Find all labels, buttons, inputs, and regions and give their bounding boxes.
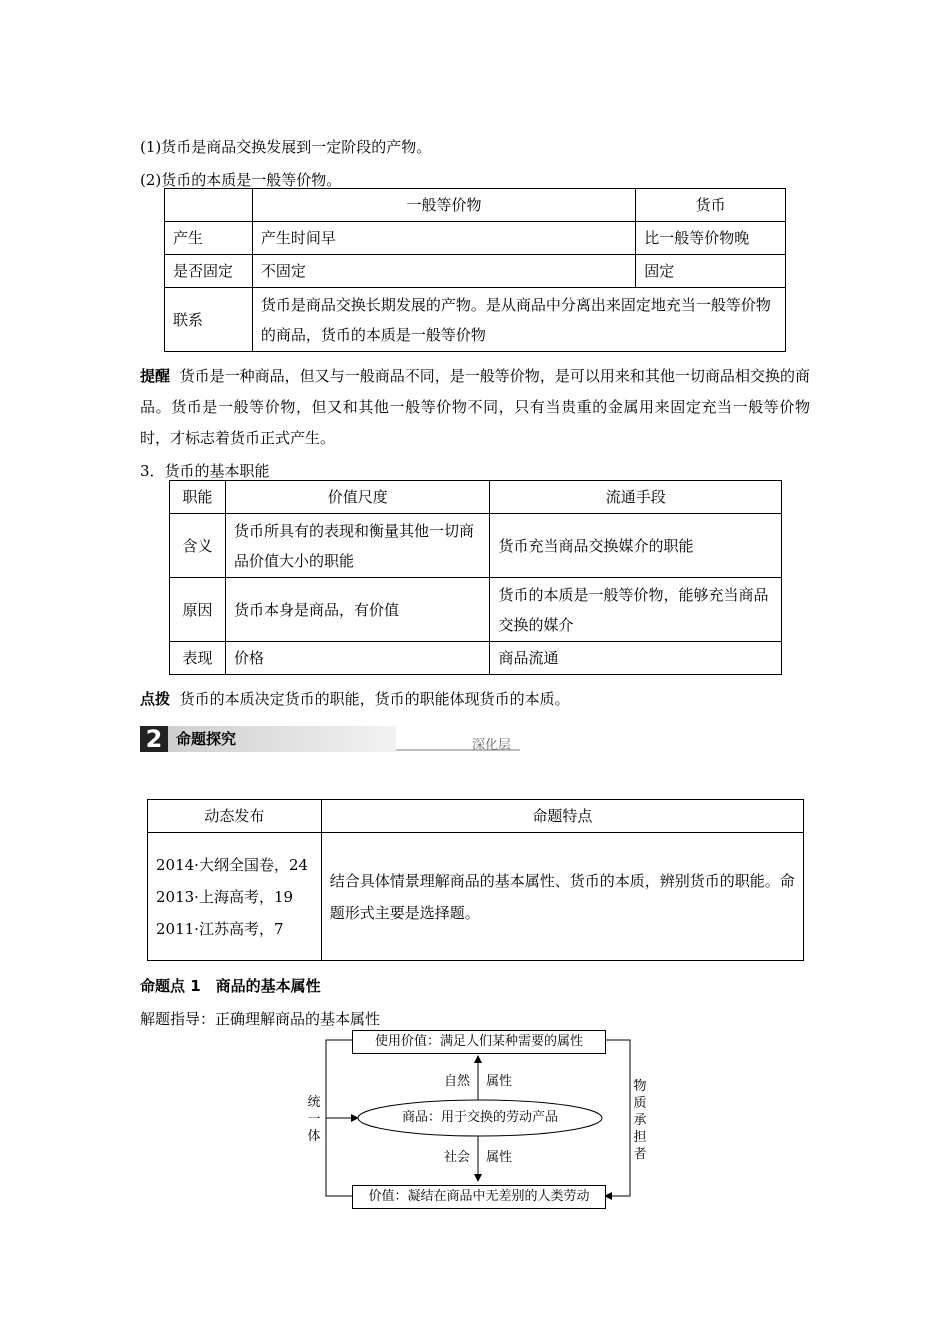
point-1-title: 命题点 1 商品的基本属性 — [140, 977, 321, 995]
table-cell: 含义 — [170, 514, 226, 578]
table-cell: 货币本身是商品，有价值 — [225, 578, 490, 642]
intro-line-2: (2)货币的本质是一般等价物。 — [140, 171, 342, 189]
use-value-box: 使用价值：满足人们某种需要的属性 — [352, 1030, 606, 1054]
table-header: 价值尺度 — [225, 481, 490, 514]
unity-char: 一 — [307, 1112, 321, 1127]
banner-subtitle: 深化层 — [472, 738, 512, 753]
table-header: 货币 — [636, 189, 786, 222]
source-item: 2013·上海高考，19 — [156, 887, 294, 906]
banner-number: 2 — [140, 726, 168, 752]
carrier-char: 者 — [633, 1147, 647, 1162]
table-cell: 货币充当商品交换媒介的职能 — [490, 514, 782, 578]
feature-cell: 结合具体情景理解商品的基本属性、货币的本质，辨别货币的职能。命题形式主要是选择题。 — [321, 833, 803, 961]
carrier-char: 质 — [633, 1096, 647, 1111]
unity-char: 统 — [307, 1095, 321, 1110]
reminder-label: 提醒 — [140, 367, 171, 385]
table-cell: 原因 — [170, 578, 226, 642]
banner-title: 命题探究 — [168, 726, 396, 752]
guide-text: 解题指导：正确理解商品的基本属性 — [140, 1010, 381, 1028]
value-box: 价值：凝结在商品中无差别的人类劳动 — [352, 1185, 606, 1209]
table-cell: 固定 — [636, 255, 786, 288]
table-header: 流通手段 — [490, 481, 782, 514]
table-cell: 联系 — [165, 288, 253, 352]
table-cell: 货币是商品交换长期发展的产物。是从商品中分离出来固定地充当一般等价物的商品，货币的本质是一般等价物 — [252, 288, 785, 352]
table-cell: 是否固定 — [165, 255, 253, 288]
table-header: 命题特点 — [321, 800, 803, 833]
table-cell: 表现 — [170, 642, 226, 675]
table-cell: 产生时间早 — [252, 222, 635, 255]
carrier-char: 物 — [633, 1079, 647, 1094]
carrier-char: 承 — [633, 1113, 647, 1128]
tip-label: 点拨 — [140, 690, 171, 708]
table-cell: 比一般等价物晚 — [636, 222, 786, 255]
unity-label — [306, 1094, 322, 1145]
table-cell: 产生 — [165, 222, 253, 255]
unity-char: 体 — [307, 1129, 321, 1144]
table-cell: 价格 — [225, 642, 490, 675]
intro-line-1: (1)货币是商品交换发展到一定阶段的产物。 — [140, 138, 432, 156]
table-header: 职能 — [170, 481, 226, 514]
source-item: 2011·江苏高考，7 — [156, 919, 284, 938]
commodity-label: 商品：用于交换的劳动产品 — [401, 1110, 558, 1125]
natural-label: 自然 — [444, 1074, 471, 1089]
social-label: 社会 — [444, 1150, 471, 1165]
attribute-label-bottom: 属性 — [486, 1150, 513, 1165]
table-cell: 不固定 — [252, 255, 635, 288]
carrier-char: 担 — [633, 1130, 647, 1145]
table-cell: 商品流通 — [490, 642, 782, 675]
table-cell: 货币的本质是一般等价物，能够充当商品交换的媒介 — [490, 578, 782, 642]
tip-text: 货币的本质决定货币的职能，货币的职能体现货币的本质。 — [179, 690, 570, 708]
attribute-label-top: 属性 — [486, 1074, 513, 1089]
source-item: 2014·大纲全国卷，24 — [156, 855, 309, 874]
table-header: 动态发布 — [148, 800, 322, 833]
section-3-title: 3．货币的基本职能 — [140, 462, 270, 480]
table-header: 一般等价物 — [252, 189, 635, 222]
reminder-text: 货币是一种商品，但又与一般商品不同，是一般等价物，是可以用来和其他一切商品相交换的商品。货币是一般等价物，但又和其他一般等价物不同，只有当贵重的金属用来固定充当一般等价物时，才标志着货币正式产生。 — [140, 367, 810, 447]
table-cell: 货币所具有的表现和衡量其他一切商品价值大小的职能 — [225, 514, 490, 578]
material-carrier-label — [632, 1078, 648, 1163]
